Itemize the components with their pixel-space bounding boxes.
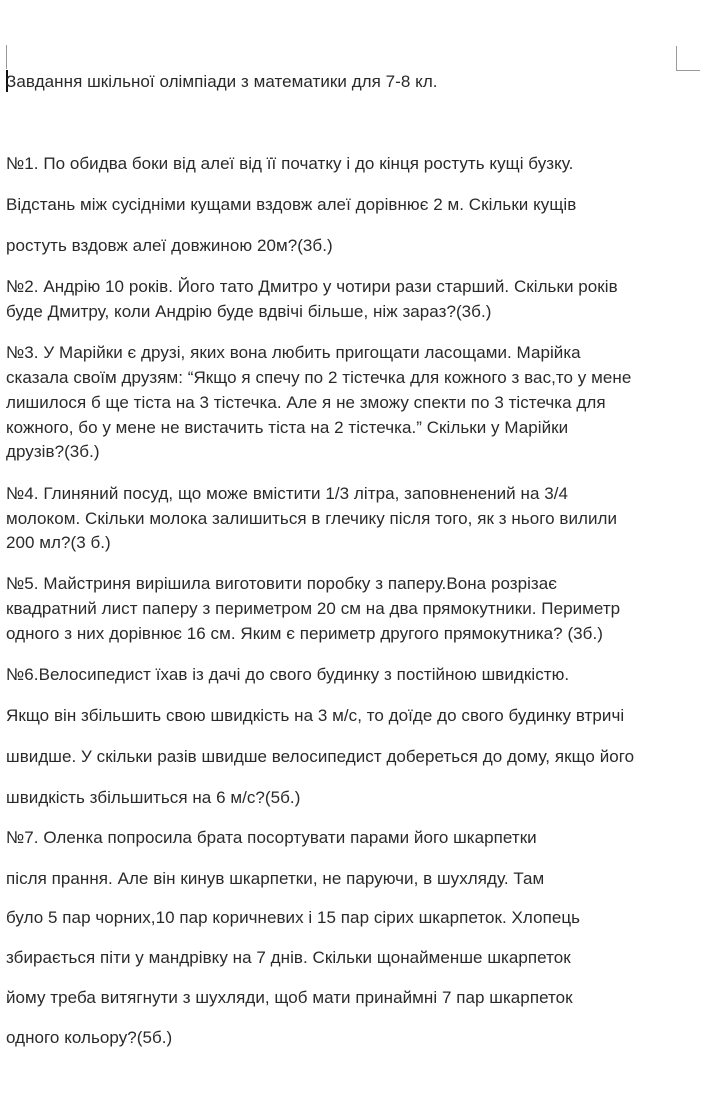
problem-7-line-5[interactable]: йому треба витягнути з шухляди, щоб мати принаймні 7 пар шкарпеток — [6, 988, 573, 1007]
problem-1-line-2[interactable]: Відстань між сусідніми кущами вздовж алеї дорівнює 2 м. Скільки кущів — [6, 195, 577, 214]
problem-6-line-1[interactable]: №6.Велосипедист їхав із дачі до свого будинку з постійною швидкістю. — [6, 665, 570, 684]
problem-6-line-3[interactable]: швидше. У скільки разів швидше велосипедист добереться до дому, якщо його — [6, 747, 635, 766]
problem-1-line-1[interactable]: №1. По обидва боки від алеї від її початку і до кінця ростуть кущі бузку. — [6, 154, 574, 173]
problem-7-line-2[interactable]: після прання. Але він кинув шкарпетки, не паруючи, в шухляду. Там — [6, 869, 545, 888]
problem-7-line-3[interactable]: було 5 пар чорних,10 пар коричневих і 15 пар сірих шкарпеток. Хлопець — [6, 908, 581, 927]
problem-3-line-4[interactable]: кожного, бо у мене не вистачить тіста на 2 тістечка.” Скільки у Марійки — [6, 418, 569, 437]
problem-4-line-1[interactable]: №4. Глиняний посуд, що може вмістити 1/3 літра, заповненений на 3/4 — [6, 484, 569, 503]
problem-4-line-2[interactable]: молоком. Скільки молока залишиться в глечику після того, як з нього вилили — [6, 509, 618, 528]
problem-1-line-3[interactable]: ростуть вздовж алеї довжиною 20м?(3б.) — [6, 236, 333, 255]
problem-2-line-1[interactable]: №2. Андрію 10 років. Його тато Дмитро у чотири рази старший. Скільки років — [6, 277, 618, 296]
problem-6-line-2[interactable]: Якщо він збільшить свою швидкість на 3 м/с, то доїде до свого будинку втричі — [6, 706, 625, 725]
page-corner-mark-right — [676, 46, 677, 70]
problem-5-line-1[interactable]: №5. Майстриня вирішила виготовити поробку з паперу.Вона розрізає — [6, 574, 558, 593]
problem-7-line-1[interactable]: №7. Оленка попросила брата посортувати парами його шкарпетки — [6, 828, 537, 847]
page-corner-mark-right-horizontal — [676, 70, 700, 71]
problem-5-line-2[interactable]: квадратний лист паперу з периметром 20 см на два прямокутники. Периметр — [6, 599, 621, 618]
problem-3-line-1[interactable]: №3. У Марійки є друзі, яких вона любить пригощати ласощами. Марійка — [6, 343, 581, 362]
problem-3-line-3[interactable]: лишилося б ще тіста на 3 тістечка. Але я не зможу спекти по 3 тістечка для — [6, 393, 606, 412]
problem-3-line-2[interactable]: сказала своїм друзям: “Якщо я спечу по 2 тістечка для кожного з вас,то у мене — [6, 368, 632, 387]
problem-5-line-3[interactable]: одного з них дорівнює 16 см. Яким є периметр другого прямокутника? (3б.) — [6, 624, 603, 643]
problem-6-line-4[interactable]: швидкість збільшиться на 6 м/с?(5б.) — [6, 788, 301, 807]
document-title[interactable]: Завдання шкільної олімпіади з математики для 7-8 кл. — [6, 72, 438, 91]
problem-2-line-2[interactable]: буде Дмитру, коли Андрію буде вдвічі більше, ніж зараз?(3б.) — [6, 302, 492, 321]
problem-7-line-4[interactable]: збирається піти у мандрівку на 7 днів. Скільки щонайменше шкарпеток — [6, 948, 571, 967]
page-corner-mark-left — [6, 45, 7, 69]
problem-3-line-5[interactable]: друзів?(3б.) — [6, 442, 100, 461]
problem-7-line-6[interactable]: одного кольору?(5б.) — [6, 1028, 173, 1047]
problem-4-line-3[interactable]: 200 мл?(3 б.) — [6, 533, 111, 552]
